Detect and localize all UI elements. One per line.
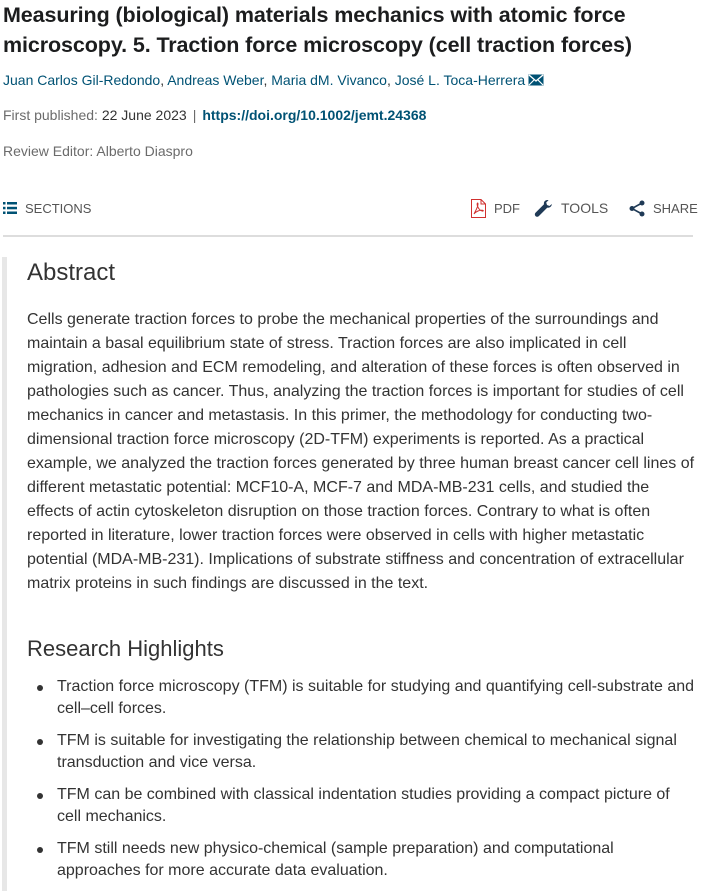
article-title: Measuring (biological) materials mechanics with atomic force microscopy. 5. Traction force microscopy (cell traction forces) bbox=[3, 3, 632, 57]
share-label: SHARE bbox=[653, 200, 698, 216]
sections-button[interactable] bbox=[3, 196, 91, 220]
author-link[interactable]: Andreas Weber bbox=[167, 72, 264, 88]
abstract-text: Cells generate traction forces to probe the mechanical properties of the surroundings and maintain a basal equilibrium state of stress. Traction forces are also implicated in cell migration, adhesion and ECM remodeling, and alteration of these forces is often observed in pathologies such as cancer. Thus, analyzing the traction forces is important for studies of cell mechanics in cancer and metastasis. In this primer, the methodology for conducting two-dimensional traction force microscopy (2D-TFM) experiments is reported. As a practical example, we analyzed the traction forces generated by three human breast cancer cell lines of different metastatic potential: MCF10-A, MCF-7 and MDA-MB-231 cells, and studied the effects of actin cytoskeleton disruption on those traction forces. Contrary to what is often reported in literature, lower traction forces were observed in cells with higher metastatic potential (MDA-MB-231). Implications of substrate stiffness and concentration of extracellular matrix proteins in such findings are discussed in the text. bbox=[27, 311, 695, 592]
pdf-button[interactable] bbox=[471, 196, 520, 220]
section-accent-bar bbox=[2, 257, 7, 891]
author-separator: , bbox=[160, 72, 165, 88]
tools-label: TOOLS bbox=[561, 200, 609, 216]
pub-separator: | bbox=[192, 107, 197, 123]
share-button[interactable] bbox=[629, 196, 698, 220]
article-toolbar bbox=[0, 196, 698, 220]
author-separator: , bbox=[386, 72, 391, 88]
wrench-icon bbox=[534, 199, 553, 218]
pdf-label: PDF bbox=[494, 200, 520, 216]
tools-button[interactable] bbox=[534, 196, 608, 220]
abstract-heading: Abstract bbox=[27, 259, 116, 286]
share-icon bbox=[629, 200, 645, 217]
highlight-item: Traction force microscopy (TFM) is suitable for studying and quantifying cell-substrate and cell–cell forces. bbox=[27, 676, 695, 720]
highlight-item: TFM can be combined with classical indentation studies providing a compact picture of cell mechanics. bbox=[27, 784, 695, 828]
highlight-item: TFM still needs new physico-chemical (sample preparation) and computational approaches for more accurate data evaluation. bbox=[27, 838, 695, 882]
author-separator: , bbox=[263, 72, 268, 88]
list-icon bbox=[3, 202, 17, 214]
author-link[interactable]: Juan Carlos Gil-Redondo bbox=[3, 72, 161, 88]
author-link[interactable]: José L. Toca-Herrera bbox=[394, 72, 526, 88]
author-list bbox=[3, 72, 544, 88]
research-highlights-list bbox=[27, 676, 695, 892]
author-link[interactable]: Maria dM. Vivanco bbox=[271, 72, 387, 88]
doi-link[interactable]: https://doi.org/10.1002/jemt.24368 bbox=[202, 107, 427, 123]
header-divider bbox=[3, 235, 693, 237]
research-highlights-heading: Research Highlights bbox=[27, 636, 224, 661]
email-icon[interactable] bbox=[528, 73, 544, 85]
highlight-item: TFM is suitable for investigating the relationship between chemical to mechanical signal transduction and vice versa. bbox=[27, 730, 695, 774]
publication-info bbox=[3, 107, 426, 123]
sections-label: SECTIONS bbox=[25, 200, 92, 216]
first-published-label: First published: bbox=[3, 107, 98, 123]
first-published-date: 22 June 2023 bbox=[101, 107, 187, 123]
pdf-icon bbox=[471, 199, 486, 218]
review-editor: Review Editor: Alberto Diaspro bbox=[3, 143, 193, 159]
